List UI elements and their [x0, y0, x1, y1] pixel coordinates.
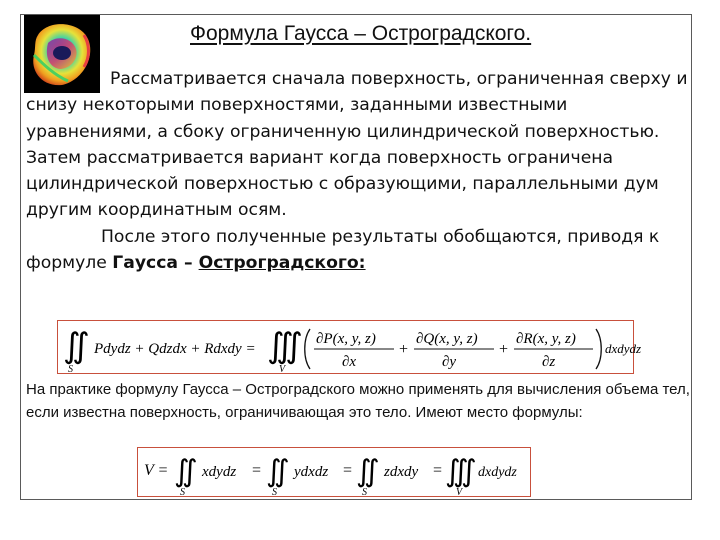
integral-1-body: xdydz — [202, 464, 237, 480]
term1-numerator: ∂P(x, y, z) — [316, 331, 376, 347]
paragraph-1: Рассматривается сначала поверхность, ограниченная сверху и снизу некоторыми поверхностями, заданными известными уравнениями, а сбоку ограниченную цилиндрической поверхностью. Затем рассматривается вариант когда поверхность ограничена цилиндрической поверхностью с образующими, параллельными дум другим координатным осям. — [26, 69, 688, 221]
integral-1-sign: ∬ — [174, 455, 198, 488]
integral-4-sub: V — [456, 487, 463, 498]
integral-3-sub: S — [362, 487, 367, 498]
double-integral-sign: ∬ — [63, 328, 90, 365]
integral-1-sub: S — [180, 487, 185, 498]
integral-3-sign: ∬ — [356, 455, 380, 488]
volume-formula — [137, 447, 531, 497]
term1-denominator: ∂x — [342, 354, 357, 370]
integral-3-body: zdxdy — [384, 464, 419, 480]
integral-4-body: dxdydz — [478, 465, 517, 480]
integral-4-sign: ∭ — [445, 455, 477, 488]
note-text — [26, 378, 690, 424]
right-paren — [596, 329, 601, 369]
dash: – — [178, 253, 199, 274]
eq-2: = — [343, 462, 353, 479]
term2-numerator: ∂Q(x, y, z) — [416, 331, 478, 347]
name-gauss: Гаусса — [112, 253, 179, 274]
subscript-s: S — [68, 364, 73, 375]
formula-tail: dxdydz — [605, 341, 642, 356]
subscript-v: V — [279, 364, 286, 375]
paragraph-2-start: После этого полученные результаты обобщаются, приводя к формуле — [26, 226, 660, 274]
integral-2-body: ydxdz — [294, 464, 329, 480]
integral-2-sub: S — [272, 487, 277, 498]
main-text — [26, 66, 690, 276]
paragraph-2 — [26, 224, 690, 277]
eq-3: = — [433, 462, 443, 479]
note-paragraph: На практике формулу Гаусса – Остроградского можно применять для вычисления объема тел, если известна поверхность, ограничивающая это тело. Имеют место формулы: — [26, 381, 690, 421]
plus-2: + — [499, 341, 509, 358]
triple-integral-sign: ∭ — [267, 328, 303, 365]
eq-1: = — [252, 462, 262, 479]
slide-title: Формула Гаусса – Остроградского. — [190, 22, 532, 45]
left-paren — [305, 329, 310, 369]
term3-numerator: ∂R(x, y, z) — [516, 331, 576, 347]
gauss-ostrogradsky-formula — [57, 320, 642, 375]
term3-denominator: ∂z — [542, 354, 556, 370]
term2-denominator: ∂y — [442, 354, 457, 370]
integral-2-sign: ∬ — [266, 455, 290, 488]
formula-lhs: Pdydz + Qdzdx + Rdxdy = — [94, 341, 256, 357]
volume-v: V = — [144, 462, 169, 479]
plus-1: + — [399, 341, 409, 358]
name-ostrogradsky: Остроградского: — [198, 253, 366, 274]
